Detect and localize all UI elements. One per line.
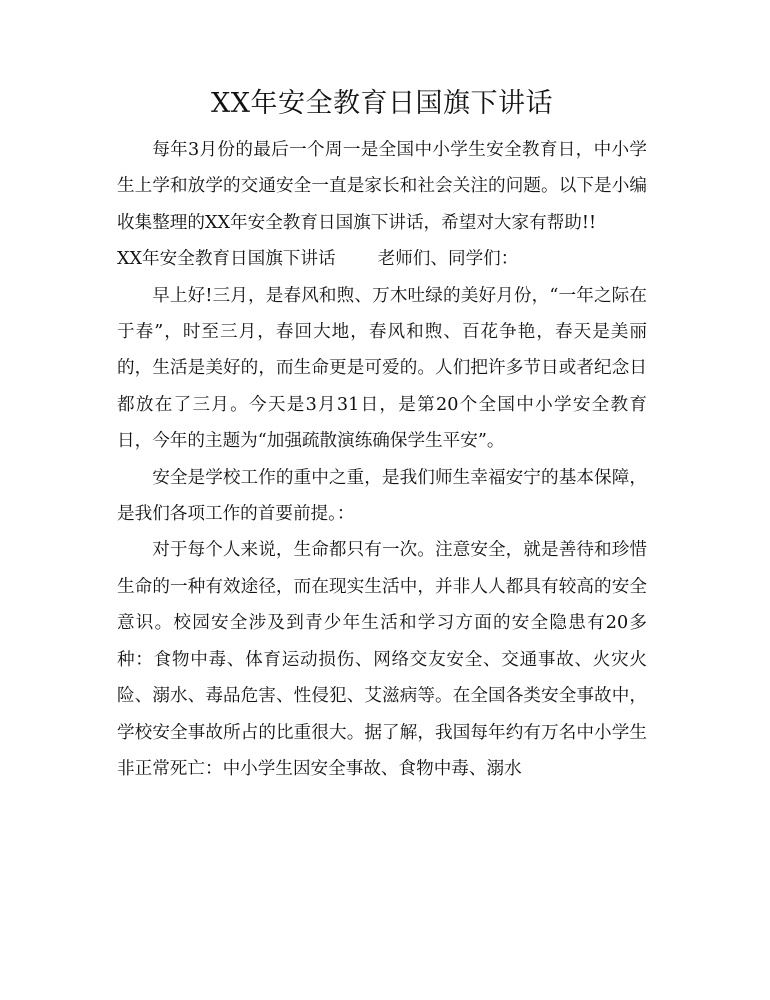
intro-paragraph: 每年3月份的最后一个周一是全国中小学生安全教育日，中小学生上学和放学的交通安全一直是家长和社会关注的问题。以下是小编收集整理的XX年安全教育日国旗下讲话，希望对大家有帮助!! (117, 140, 647, 233)
document-page (117, 82, 647, 787)
document-title: XX年安全教育日国旗下讲话 (211, 88, 553, 119)
body-paragraph-3: 对于每个人来说，生命都只有一次。注意安全，就是善待和珍惜生命的一种有效途径，而在现实生活中，并非人人都具有较高的安全意识。校园安全涉及到青少年生活和学习方面的安全隐患有20多种：食物中毒、体育运动损伤、网络交友安全、交通事故、火灾火险、溺水、毒品危害、性侵犯、艾滋病等。在全国各类安全事故中，学校安全事故所占的比重很大。据了解，我国每年约有万名中小学生非正常死亡：中小学生因安全事故、食物中毒、溺水 (117, 540, 647, 779)
body-paragraph-1: 早上好!三月，是春风和煦、万木吐绿的美好月份，“一年之际在于春”，时至三月，春回大地，春风和煦、百花争艳，春天是美丽的，生活是美好的，而生命更是可爱的。人们把许多节日或者纪念日都放在了三月。今天是3月31日，是第20个全国中小学安全教育日，今年的主题为“加强疏散演练确保学生平安”。 (117, 285, 647, 452)
greeting-text: 老师们、同学们： (377, 249, 519, 270)
subheading-text: XX年安全教育日国旗下讲话 (117, 249, 336, 270)
subheading-line (117, 241, 647, 277)
body-paragraph-2: 安全是学校工作的重中之重，是我们师生幸福安宁的基本保障，是我们各项工作的首要前提。： (117, 467, 647, 525)
